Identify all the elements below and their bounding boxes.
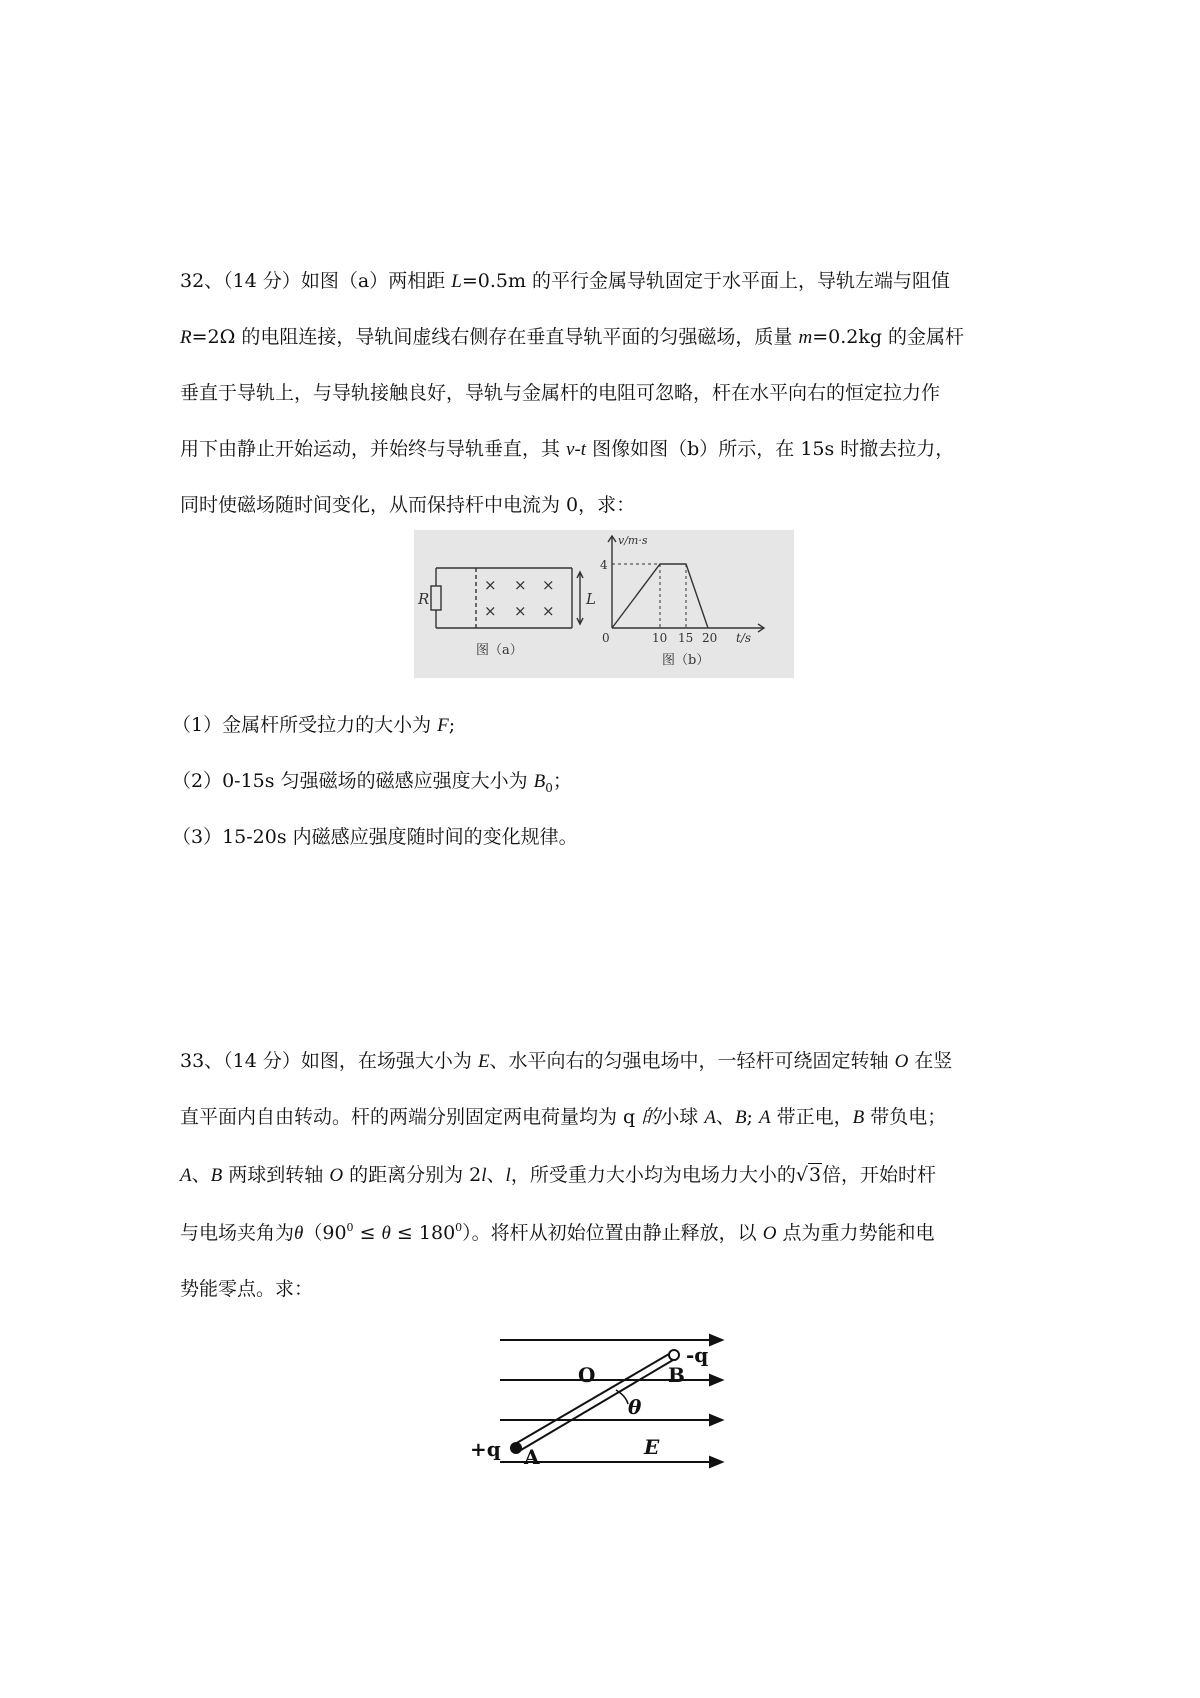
q32-line-4: 用下由静止开始运动，并始终与导轨垂直，其 v-t 图像如图（b）所示，在 15s 时撤去拉力， bbox=[180, 438, 955, 460]
fig-b-caption: 图（b） bbox=[662, 653, 710, 668]
svg-text:×: × bbox=[484, 576, 497, 594]
fig-b-ylabel: v/m·s bbox=[618, 534, 648, 547]
q33-line-4: 与电场夹角为$\theta(90^0 \le \theta \le 180^0)$。将杆从初始位置由静止释放，以 O 点为重力势能和电 bbox=[180, 1221, 935, 1244]
fig-b-xlabel: t/s bbox=[736, 631, 752, 645]
q32-line-2: R=2Ω 的电阻连接，导轨间虚线右侧存在垂直导轨平面的匀强磁场，质量 m=0.2kg 的金属杆 bbox=[180, 326, 965, 348]
q32-line-1: 32、（14 分）如图（a）两相距 L=0.5m 的平行金属导轨固定于水平面上，导轨左端与阻值 bbox=[180, 270, 951, 292]
q33-line-5: 势能零点。求： bbox=[180, 1278, 314, 1300]
q32-subquestion-2: （2）0-15s 匀强磁场的磁感应强度大小为 $B_0$； bbox=[172, 770, 572, 795]
charge-neg-q-label: -q bbox=[686, 1343, 709, 1367]
q32-line-5: 同时使磁场随时间变化，从而保持杆中电流为 0，求： bbox=[180, 494, 636, 516]
ball-B bbox=[669, 1350, 679, 1360]
pivot-O-label: O bbox=[578, 1363, 596, 1387]
figure-a-b bbox=[414, 530, 794, 678]
fig-b-x-tick-0: 0 bbox=[602, 631, 610, 645]
angle-theta-label: θ bbox=[628, 1395, 642, 1419]
svg-text:×: × bbox=[514, 602, 527, 620]
q32-subquestion-3: （3）15-20s 内磁感应强度随时间的变化规律。 bbox=[172, 826, 578, 848]
svg-text:×: × bbox=[514, 576, 527, 594]
q33-line-1: 33、（14 分）如图，在场强大小为 E、水平向右的匀强电场中，一轻杆可绕固定转轴 O 在竖 bbox=[180, 1050, 953, 1072]
field-E-label: E bbox=[644, 1435, 660, 1459]
svg-text:×: × bbox=[484, 602, 497, 620]
svg-text:×: × bbox=[542, 602, 555, 620]
svg-text:×: × bbox=[542, 576, 555, 594]
ball-A bbox=[510, 1442, 522, 1454]
q33-line-3: A、B 两球到转轴 O 的距离分别为 2l、l，所受重力大小均为电场力大小的√3倍，开始时杆 bbox=[180, 1164, 937, 1186]
fig-a-R-label: R bbox=[418, 590, 430, 608]
ball-A-label: A bbox=[524, 1445, 540, 1469]
q32-line-3: 垂直于导轨上，与导轨接触良好，导轨与金属杆的电阻可忽略，杆在水平向右的恒定拉力作 bbox=[180, 382, 941, 404]
charge-pos-q-label: +q bbox=[470, 1437, 501, 1461]
sqrt-three: √3 bbox=[795, 1164, 822, 1186]
q32-subquestion-1: （1）金属杆所受拉力的大小为 F; bbox=[172, 714, 456, 736]
figure-electric-field-rod bbox=[460, 1330, 730, 1490]
fig-b-x-tick-20: 20 bbox=[702, 631, 718, 645]
fig-a-caption: 图（a） bbox=[476, 643, 523, 658]
fig-a-L-label: L bbox=[586, 590, 596, 608]
fig-b-x-tick-10: 10 bbox=[652, 631, 668, 645]
q33-line-2: 直平面内自由转动。杆的两端分别固定两电荷量均为 q 的小球 A、B; A 带正电，B 带负电； bbox=[180, 1106, 947, 1128]
ball-B-label: B bbox=[668, 1363, 685, 1387]
fig-b-x-tick-15: 15 bbox=[678, 631, 694, 645]
fig-b-y-tick-4: 4 bbox=[600, 558, 608, 572]
